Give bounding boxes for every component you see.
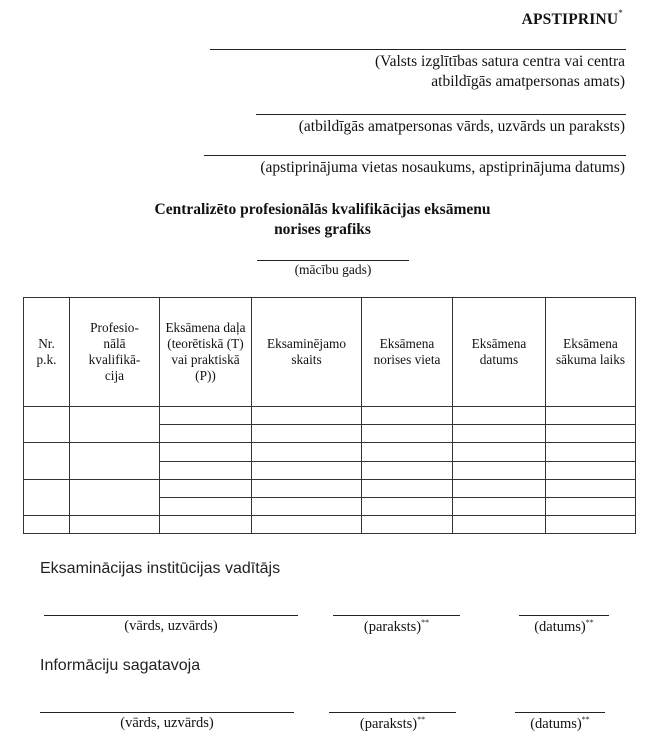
position-signature-line <box>210 49 626 50</box>
table-cell[interactable] <box>70 479 160 515</box>
table-cell[interactable] <box>546 461 636 479</box>
prepared-by-heading: Informāciju sagatavoja <box>40 657 201 674</box>
prepared-by-name-line <box>40 712 294 713</box>
col-header-start-time: Eksāmena sākuma laiks <box>546 298 636 407</box>
table-cell[interactable] <box>546 497 636 515</box>
table-cell[interactable] <box>252 479 362 497</box>
table-cell[interactable] <box>453 461 546 479</box>
table-row <box>24 479 636 497</box>
institution-head-heading: Eksaminācijas institūcijas vadītājs <box>40 560 281 577</box>
table-cell[interactable] <box>70 407 160 443</box>
prepared-by-signature-line <box>329 712 456 713</box>
table-cell[interactable] <box>252 516 362 534</box>
table-row <box>24 516 636 534</box>
table-cell[interactable] <box>252 443 362 461</box>
table-cell[interactable] <box>160 479 252 497</box>
academic-year-caption: (mācību gads) <box>294 262 372 277</box>
footnote-mark: ** <box>417 715 426 724</box>
table-cell[interactable] <box>252 461 362 479</box>
place-date-caption: (apstiprinājuma vietas nosaukums, apstiprinājuma datums) <box>260 159 625 176</box>
institution-head-name-line <box>44 615 298 616</box>
table-cell[interactable] <box>252 407 362 425</box>
signer-line <box>256 114 626 115</box>
table-cell[interactable] <box>160 461 252 479</box>
table-cell[interactable] <box>70 516 160 534</box>
table-cell[interactable] <box>362 443 453 461</box>
table-cell[interactable] <box>362 461 453 479</box>
table-cell[interactable] <box>546 407 636 425</box>
table-cell[interactable] <box>546 516 636 534</box>
table-cell[interactable] <box>252 497 362 515</box>
table-cell[interactable] <box>160 516 252 534</box>
exam-schedule-table <box>23 297 636 534</box>
table-cell[interactable] <box>453 516 546 534</box>
position-caption: (Valsts izglītības satura centra vai centra atbildīgās amatpersonas amats) <box>374 53 625 90</box>
table-cell[interactable] <box>453 407 546 425</box>
table-cell[interactable] <box>70 443 160 479</box>
table-cell[interactable] <box>453 443 546 461</box>
institution-head-signature-line <box>333 615 460 616</box>
table-cell[interactable] <box>453 425 546 443</box>
prepared-by-date-line <box>515 712 605 713</box>
table-cell[interactable] <box>453 497 546 515</box>
table-cell[interactable] <box>362 425 453 443</box>
document-title: Centralizēto profesionālās kvalifikācijas eksāmenu norises grafiks <box>154 201 491 238</box>
table-cell[interactable] <box>160 497 252 515</box>
prepared-by-signature-caption: (paraksts)** <box>359 715 426 732</box>
institution-head-name-caption: (vārds, uzvārds) <box>124 618 218 634</box>
col-header-examinee-count: Eksaminējamo skaits <box>252 298 362 407</box>
place-date-line <box>204 155 626 156</box>
table-cell[interactable] <box>24 443 70 479</box>
table-cell[interactable] <box>362 497 453 515</box>
table-cell[interactable] <box>362 516 453 534</box>
table-cell[interactable] <box>362 407 453 425</box>
table-cell[interactable] <box>160 443 252 461</box>
table-cell[interactable] <box>252 425 362 443</box>
institution-head-date-caption: (datums)** <box>534 618 594 635</box>
prepared-by-name-caption: (vārds, uzvārds) <box>120 715 214 731</box>
table-cell[interactable] <box>24 516 70 534</box>
table-row <box>24 407 636 425</box>
institution-head-signature-caption: (paraksts)** <box>363 618 430 635</box>
table-cell[interactable] <box>24 407 70 443</box>
table-cell[interactable] <box>160 425 252 443</box>
table-cell[interactable] <box>453 479 546 497</box>
table-cell[interactable] <box>546 425 636 443</box>
col-header-qualification: Profesio-nālā kvalifikā-cija <box>70 298 160 407</box>
col-header-exam-part: Eksāmena daļa (teorētiskā (T) vai praktiskā (P)) <box>160 298 252 407</box>
institution-head-date-line <box>519 615 609 616</box>
table-header-row <box>24 298 636 407</box>
footnote-mark: * <box>618 8 623 18</box>
approval-heading: APSTIPRINU* <box>521 8 623 29</box>
table-cell[interactable] <box>546 443 636 461</box>
footnote-mark: ** <box>585 618 594 627</box>
table-cell[interactable] <box>160 407 252 425</box>
table-row <box>24 443 636 461</box>
table-cell[interactable] <box>546 479 636 497</box>
signer-caption: (atbildīgās amatpersonas vārds, uzvārds un paraksts) <box>298 118 625 135</box>
footnote-mark: ** <box>581 715 590 724</box>
col-header-exam-place: Eksāmena norises vieta <box>362 298 453 407</box>
col-header-exam-date: Eksāmena datums <box>453 298 546 407</box>
prepared-by-date-caption: (datums)** <box>530 715 590 732</box>
table-cell[interactable] <box>362 479 453 497</box>
table-cell[interactable] <box>24 479 70 515</box>
academic-year-line <box>257 260 409 261</box>
col-header-number: Nr. p.k. <box>24 298 70 407</box>
footnote-mark: ** <box>421 618 430 627</box>
